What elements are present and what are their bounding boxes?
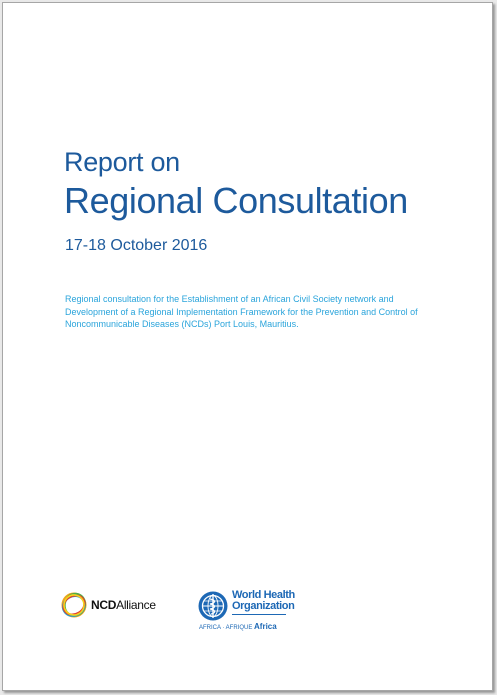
ncd-alliance-ring-icon (59, 590, 89, 620)
who-divider (232, 614, 286, 615)
ncd-alliance-logo (59, 590, 156, 620)
who-emblem-icon (197, 590, 229, 622)
report-date: 17-18 October 2016 (65, 237, 208, 254)
who-wordmark: World Health Organization (232, 590, 295, 615)
ncd-alliance-wordmark: NCDAlliance (91, 598, 156, 612)
report-title-line2: Regional Consultation (64, 180, 408, 221)
report-title-line1: Report on (64, 147, 180, 177)
who-region-label: AFRICA · AFRIQUE Africa (199, 622, 277, 631)
report-description: Regional consultation for the Establishment of an African Civil Society network and Development of a Regional Implementation Framework for the Prevention and Control of Noncommunicable Diseases (NCDs) Port Louis, Mauritius. (65, 294, 418, 329)
who-africa-logo (197, 590, 295, 622)
report-cover-page (2, 2, 493, 691)
